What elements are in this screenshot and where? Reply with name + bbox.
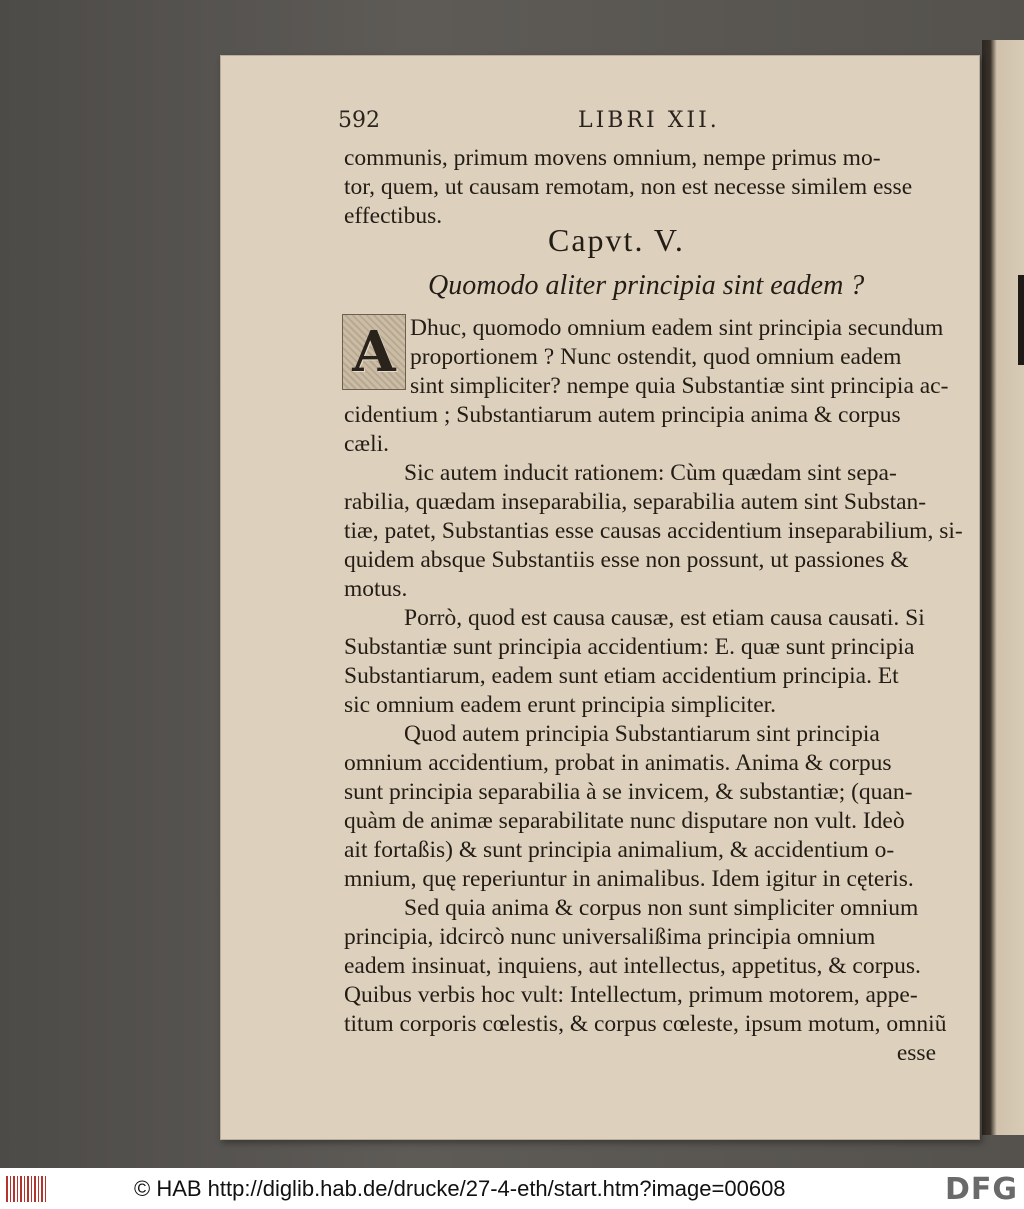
text-line: rabilia, quædam inseparabilia, separabilia autem sint Substan- [344, 489, 927, 515]
text-line: cæli. [344, 431, 390, 457]
text-line: mnium, quę reperiuntur in animalibus. Idem igitur in cęteris. [344, 866, 914, 892]
text-line: Quod autem principia Substantiarum sint principia [404, 721, 880, 747]
dfg-logo: DFG [944, 1172, 1018, 1207]
chapter-title: Capvt. V. [548, 222, 685, 258]
text-line: sint simpliciter? nempe quia Substantiæ sint principia ac- [410, 373, 949, 399]
copyright-link[interactable]: © HAB http://diglib.hab.de/drucke/27-4-eth/start.htm?image=00608 [134, 1176, 786, 1201]
page-number: 592 [338, 108, 380, 133]
text-line: communis, primum movens omnium, nempe primus mo- [344, 145, 881, 171]
text-line: sunt principia separabilia à se invicem, & substantiæ; (quan- [344, 779, 913, 805]
page-tab [1018, 275, 1024, 365]
text-line: tor, quem, ut causam remotam, non est necesse similem esse [344, 174, 913, 200]
text-line: cidentium ; Substantiarum autem principia anima & corpus [344, 402, 901, 428]
text-line: Quibus verbis hoc vult: Intellectum, primum motorem, appe- [344, 982, 918, 1008]
text-line: Sed quia anima & corpus non sunt simpliciter omnium [404, 895, 919, 921]
text-block-body [344, 401, 963, 1068]
text-line: eadem insinuat, inquiens, aut intellectus, appetitus, & corpus. [344, 953, 921, 979]
text-line: titum corporis cœlestis, & corpus cœleste, ipsum motum, omniũ [344, 1011, 947, 1037]
barcode-icon [6, 1176, 46, 1202]
text-line: principia, idcircò nunc universalißima principia omnium [344, 924, 876, 950]
initial-letter: A [352, 319, 396, 385]
text-line: quidem absque Substantiis esse non possunt, ut passiones & [344, 547, 909, 573]
text-line: proportionem ? Nunc ostendit, quod omnium eadem [410, 344, 902, 370]
running-title: LIBRI XII. [578, 108, 720, 133]
text-block-top [344, 144, 936, 231]
text-line: quàm de animæ separabilitate nunc disputare non vult. Ideò [344, 808, 905, 834]
viewer-footer [0, 1168, 1024, 1209]
text-line: Substantiæ sunt principia accidentium: E. quæ sunt principia [344, 634, 915, 660]
text-line: Porrò, quod est causa causæ, est etiam causa causati. Si [404, 605, 925, 631]
text-line: esse [896, 1040, 936, 1066]
text-line: sic omnium eadem erunt principia simpliciter. [344, 692, 777, 718]
text-line: Substantiarum, eadem sunt etiam accidentium principia. Et [344, 663, 899, 689]
text-line: Dhuc, quomodo omnium eadem sint principia secundum [410, 315, 944, 341]
text-block-initial [410, 314, 949, 401]
text-line: tiæ, patet, Substantias esse causas accidentium inseparabilium, si- [344, 518, 963, 544]
adjacent-page-edge [982, 40, 1024, 1135]
text-line: Sic autem inducit rationem: Cùm quædam sint sepa- [404, 460, 897, 486]
chapter-subtitle: Quomodo aliter principia sint eadem ? [428, 270, 865, 301]
decorated-initial [342, 314, 406, 390]
text-line: omnium accidentium, probat in animatis. Anima & corpus [344, 750, 892, 776]
text-line: motus. [344, 576, 408, 602]
page-header [338, 108, 938, 144]
text-line: ait fortaßis) & sunt principia animalium, & accidentium o- [344, 837, 895, 863]
text-line: effectibus. [344, 203, 443, 229]
